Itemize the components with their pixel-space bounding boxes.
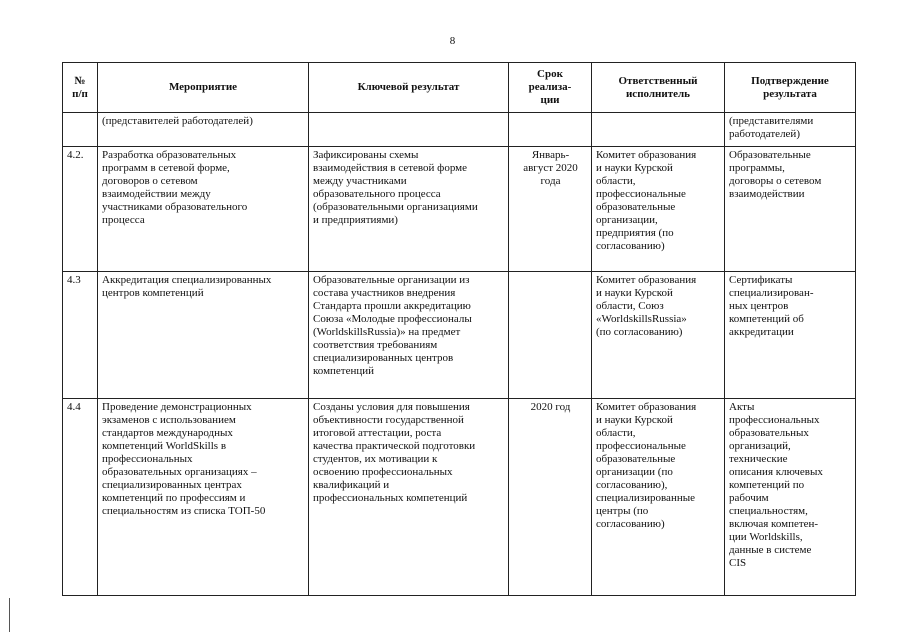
cell-num — [63, 113, 98, 147]
cell-event: Аккредитация специализированных центров компетенций — [98, 272, 309, 399]
cell-event: Проведение демонстрационных экзаменов с использованием стандартов международных компетенций WorldSkills в профессиональных образовательных организациях – специализированных центрах компетенций по профессиям и специальностям из списка ТОП-50 — [98, 399, 309, 596]
cell-executor — [592, 113, 725, 147]
cell-num: 4.4 — [63, 399, 98, 596]
cell-result: Зафиксированы схемы взаимодействия в сетевой форме между участниками образовательного процесса (образовательными организациями и предприятиями) — [309, 147, 509, 272]
cell-result: Образовательные организации из состава участников внедрения Стандарта прошли аккредитацию Союза «Молодые профессионалы (WorldskillsRussia)» на предмет соответствия требованиям специализированных центров компетенций — [309, 272, 509, 399]
cell-executor: Комитет образования и науки Курской области, Союз «WorldskillsRussia» (по согласованию) — [592, 272, 725, 399]
cell-term: 2020 год — [509, 399, 592, 596]
measures-table — [62, 62, 856, 596]
cell-confirmation: Сертификаты специализирован- ных центров компетенций об аккредитации — [725, 272, 856, 399]
cell-confirmation: (представителями работодателей) — [725, 113, 856, 147]
header-result: Ключевой результат — [309, 63, 509, 113]
cell-executor: Комитет образования и науки Курской области, профессиональные образовательные организации, предприятия (по согласованию) — [592, 147, 725, 272]
cell-num: 4.3 — [63, 272, 98, 399]
table-row — [63, 147, 856, 272]
table-row — [63, 113, 856, 147]
header-event: Мероприятие — [98, 63, 309, 113]
table-row — [63, 399, 856, 596]
header-executor: Ответственный исполнитель — [592, 63, 725, 113]
cell-term: Январь- август 2020 года — [509, 147, 592, 272]
cell-num: 4.2. — [63, 147, 98, 272]
cell-confirmation: Акты профессиональных образовательных организаций, технические описания ключевых компетенций по рабочим специальностям, включая компетен- ции Worldskills, данные в системе CIS — [725, 399, 856, 596]
cell-confirmation: Образовательные программы, договоры о сетевом взаимодействии — [725, 147, 856, 272]
page-number: 8 — [449, 35, 456, 47]
cell-executor: Комитет образования и науки Курской области, профессиональные образовательные организации (по согласованию), специализированные центры (по согласованию) — [592, 399, 725, 596]
header-num: № п/п — [63, 63, 98, 113]
header-term: Срок реализа- ции — [509, 63, 592, 113]
cell-event: Разработка образовательных программ в сетевой форме, договоров о сетевом взаимодействии между участниками образовательного процесса — [98, 147, 309, 272]
scan-margin-line — [9, 598, 10, 632]
cell-term — [509, 113, 592, 147]
cell-term — [509, 272, 592, 399]
table-row — [63, 272, 856, 399]
header-confirmation: Подтверждение результата — [725, 63, 856, 113]
cell-result — [309, 113, 509, 147]
cell-event: (представителей работодателей) — [98, 113, 309, 147]
cell-result: Созданы условия для повышения объективности государственной итоговой аттестации, роста качества практической подготовки студентов, их мотивации к освоению профессиональных квалификаций и профессиональных компетенций — [309, 399, 509, 596]
table-header-row — [63, 63, 856, 113]
